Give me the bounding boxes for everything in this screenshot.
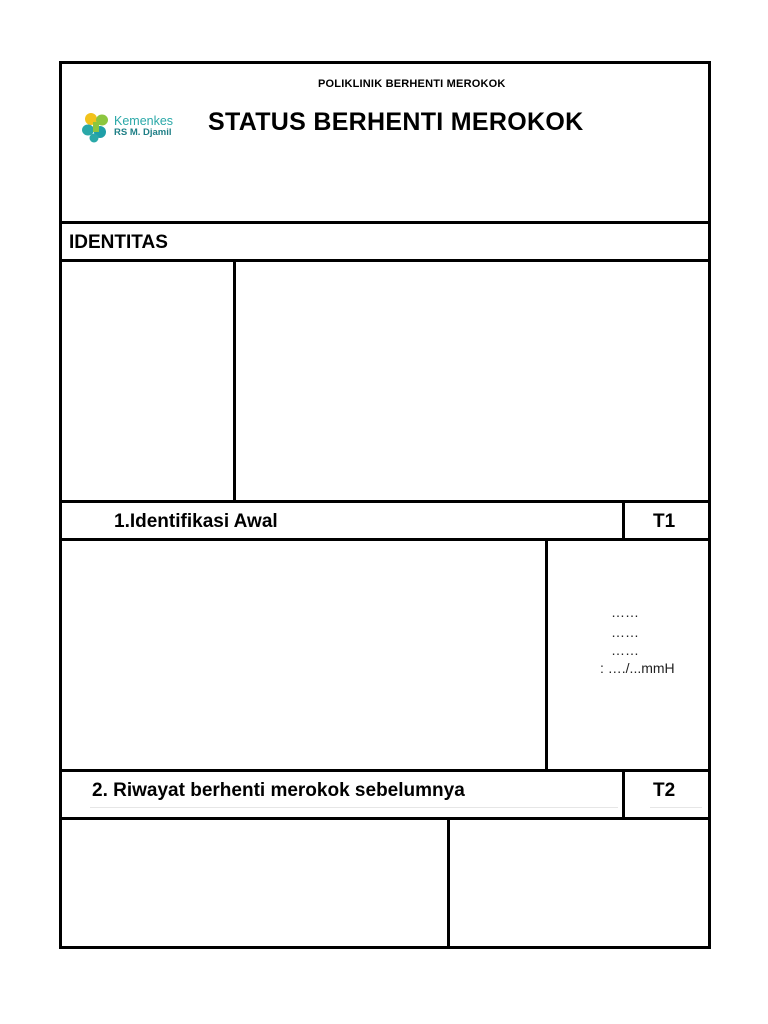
clinic-name: POLIKLINIK BERHENTI MEROKOK [318,78,506,90]
divider [62,221,708,224]
vital-line: …… [611,624,639,640]
section-2-column-divider [447,820,450,946]
t1-divider [622,503,625,538]
form-header [62,64,708,222]
logo-subtitle: RS M. Djamil [114,127,172,138]
document-title: STATUS BERHENTI MEROKOK [208,108,584,136]
code-underline [650,807,702,808]
section-identitas-title: IDENTITAS [69,232,168,253]
section-1-number: 1. [114,511,130,532]
kemenkes-logo-icon [79,110,115,146]
section-2-title [92,780,465,802]
section-2-code: T2 [653,780,676,801]
form-border [59,61,711,949]
vital-line: …… [611,642,639,658]
divider [62,500,708,503]
logo-name: Kemenkes [114,114,174,128]
divider [62,769,708,772]
divider [62,259,708,262]
section-2-label: Riwayat berhenti merokok sebelumnya [113,780,465,801]
identitas-column-divider [233,262,236,500]
divider [62,817,708,820]
section-1-title [114,511,278,533]
section-1-label: Identifikasi Awal [129,511,278,532]
vital-signs [600,602,675,678]
vital-line: …… [611,604,639,620]
title-underline [90,807,618,808]
hospital-logo [79,110,179,146]
t2-divider [622,772,625,817]
section-1-code: T1 [653,511,676,532]
section-2-number: 2. [92,780,108,801]
section-1-column-divider [545,541,548,769]
blood-pressure-line: : …./...mmH [600,660,675,676]
divider [62,538,708,541]
